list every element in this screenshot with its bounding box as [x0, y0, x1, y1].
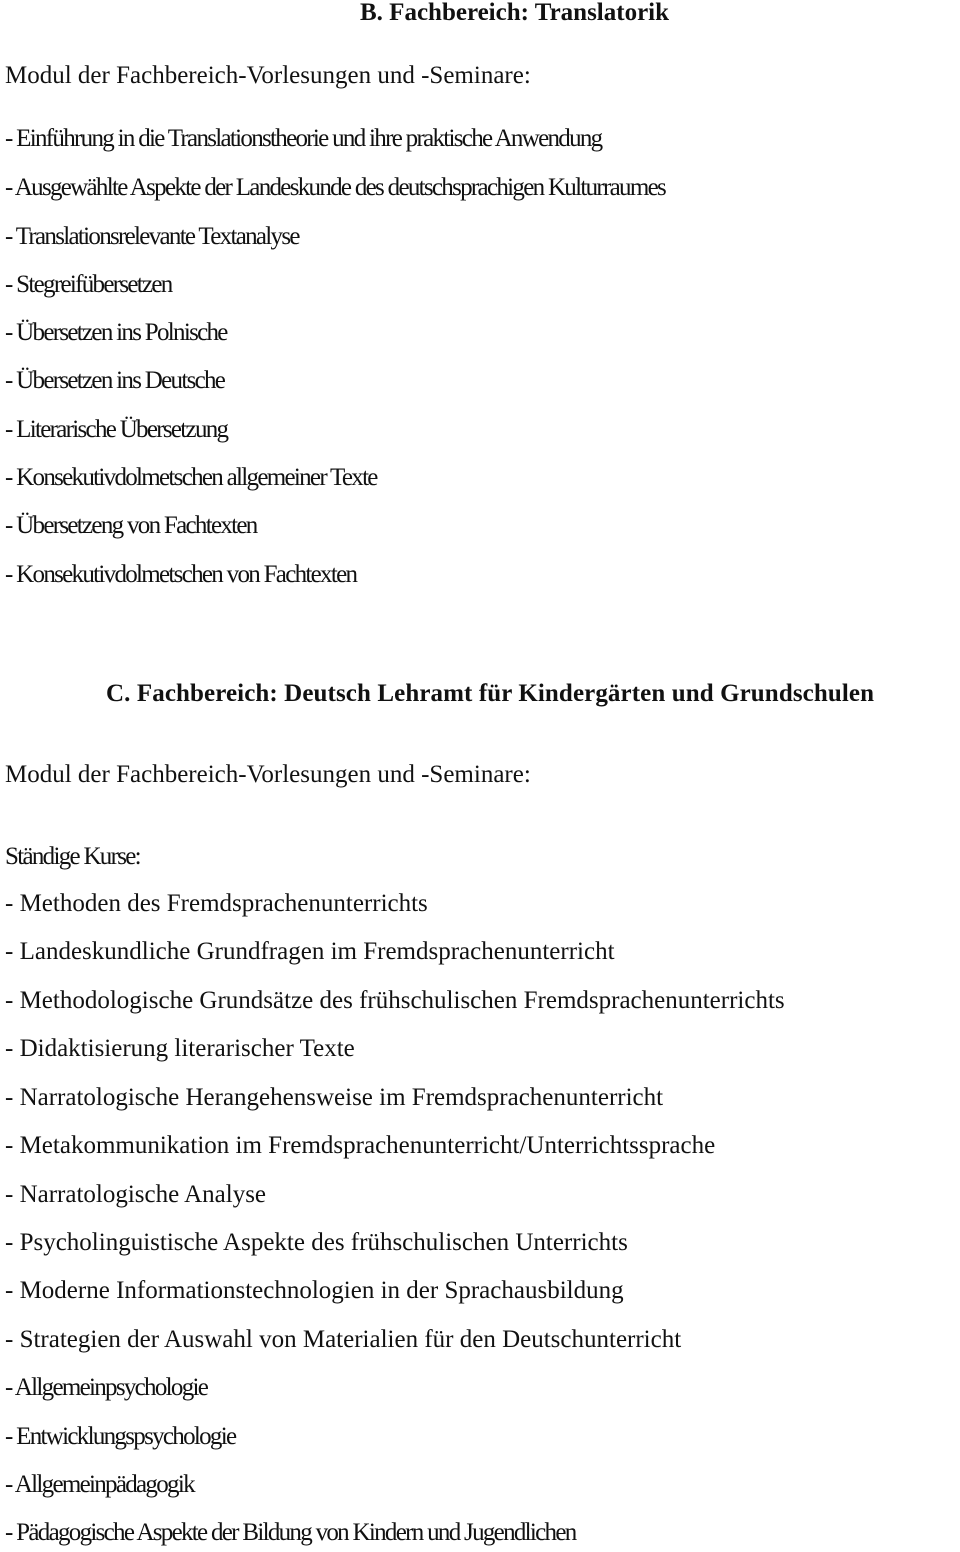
- section-c-item: - Narratologische Herangehensweise im Fremdsprachenunterricht: [5, 1084, 664, 1111]
- section-b-item: - Übersetzen ins Polnische: [5, 319, 227, 346]
- section-c-item: - Didaktisierung literarischer Texte: [5, 1035, 355, 1062]
- section-c-item: - Strategien der Auswahl von Materialien für den Deutschunterricht: [5, 1326, 682, 1353]
- section-c-item: - Allgemeinpädagogik: [5, 1471, 194, 1498]
- section-c-item: - Moderne Informationstechnologien in der Sprachausbildung: [5, 1277, 624, 1304]
- section-c-item: - Entwicklungspsychologie: [5, 1423, 236, 1450]
- section-c-item: - Pädagogische Aspekte der Bildung von Kindern und Jugendlichen: [5, 1519, 576, 1546]
- section-b-item: - Literarische Übersetzung: [5, 416, 228, 443]
- section-c-module-label: Modul der Fachbereich-Vorlesungen und -Seminare:: [5, 761, 531, 788]
- section-b-module-label: Modul der Fachbereich-Vorlesungen und -Seminare:: [5, 62, 531, 89]
- section-b-item: - Übersetzen ins Deutsche: [5, 367, 225, 394]
- section-c-heading: C. Fachbereich: Deutsch Lehramt für Kindergärten und Grundschulen: [106, 680, 875, 707]
- section-c-item: - Allgemeinpsychologie: [5, 1374, 208, 1401]
- section-c-item: - Narratologische Analyse: [5, 1181, 267, 1208]
- section-c-item: - Methodologische Grundsätze des frühschulischen Fremdsprachenunterrichts: [5, 987, 785, 1014]
- section-b-item: - Stegreifübersetzen: [5, 271, 172, 298]
- section-b-item: - Übersetzeng von Fachtexten: [5, 512, 257, 539]
- section-b-item: - Konsekutivdolmetschen allgemeiner Texte: [5, 464, 377, 491]
- section-c-item: - Landeskundliche Grundfragen im Fremdsprachenunterricht: [5, 938, 615, 965]
- section-b-item: - Konsekutivdolmetschen von Fachtexten: [5, 561, 357, 588]
- section-b-item: - Translationsrelevante Textanalyse: [5, 223, 299, 250]
- section-b-item: - Einführung in die Translationstheorie und ihre praktische Anwendung: [5, 125, 602, 152]
- section-b-item: - Ausgewählte Aspekte der Landeskunde des deutschsprachigen Kulturraumes: [5, 174, 666, 201]
- section-b-heading: B. Fachbereich: Translatorik: [360, 0, 670, 26]
- section-c-subheading: Ständige Kurse:: [5, 843, 140, 870]
- section-c-item: - Metakommunikation im Fremdsprachenunterricht/Unterrichtssprache: [5, 1132, 716, 1159]
- section-c-item: - Psycholinguistische Aspekte des frühschulischen Unterrichts: [5, 1229, 628, 1256]
- section-c-item: - Methoden des Fremdsprachenunterrichts: [5, 890, 428, 917]
